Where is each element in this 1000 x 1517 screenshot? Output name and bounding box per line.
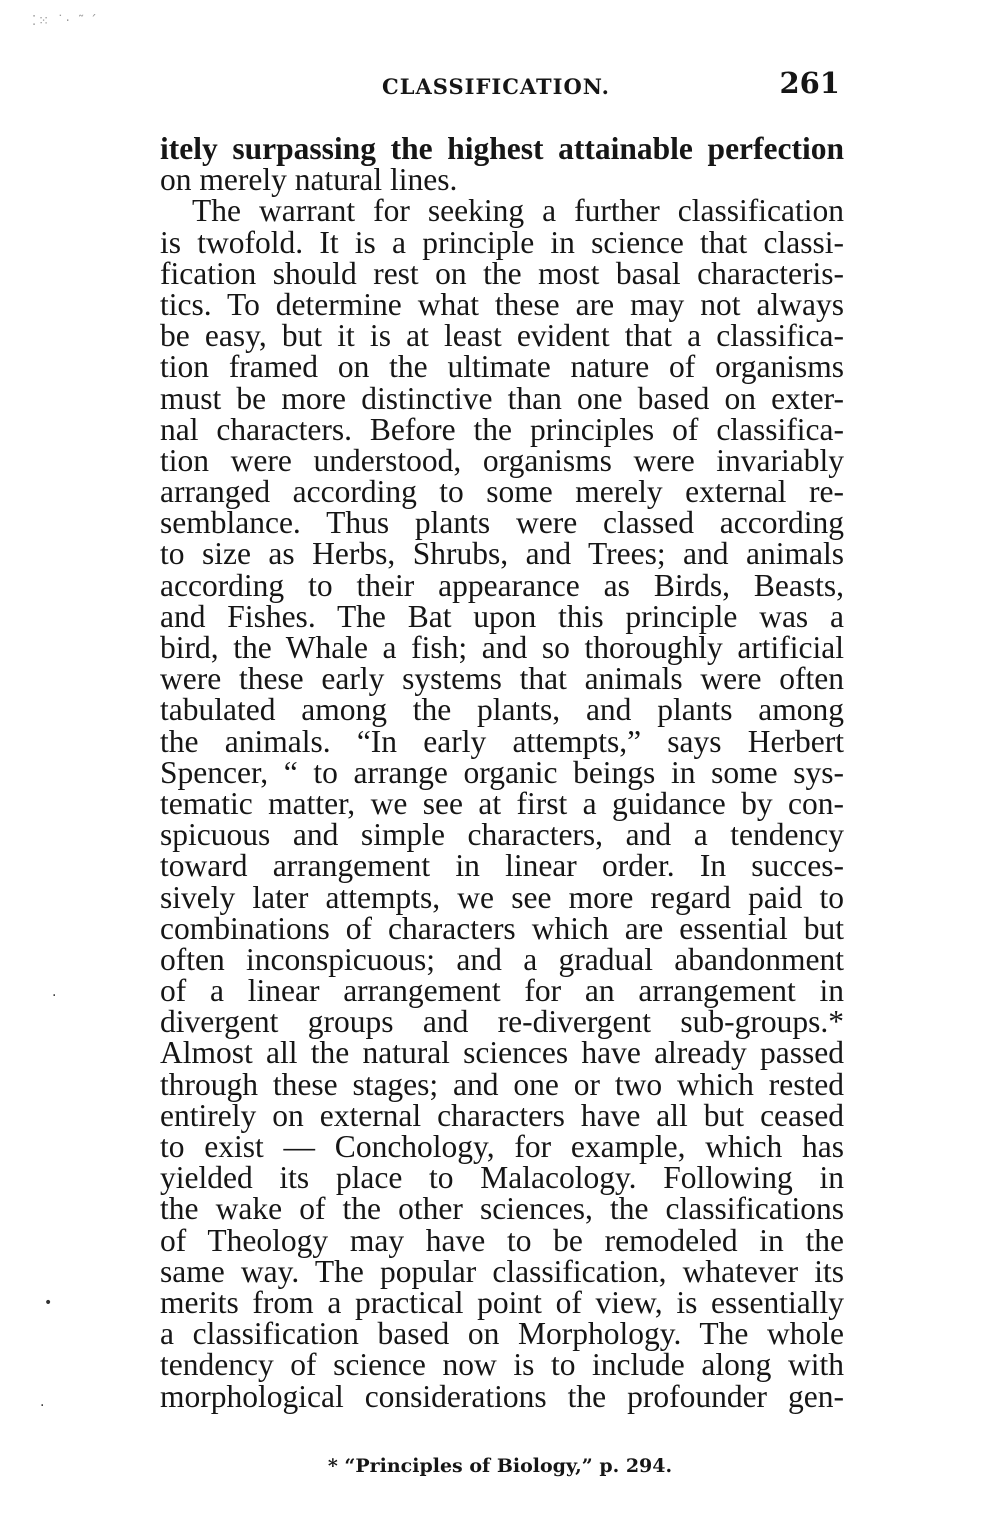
- text-line: and Fishes. The Bat upon this principle was a: [160, 598, 844, 634]
- text-line: on merely natural lines.: [160, 162, 458, 198]
- text-line: toward arrangement in linear order. In succes-: [160, 848, 844, 884]
- text-line: Spencer, “ to arrange organic beings in some sys-: [160, 754, 844, 790]
- footnote: * “Principles of Biology,” p. 294.: [327, 1455, 673, 1477]
- running-head: CLASSIFICATION.: [382, 74, 610, 99]
- text-line: the wake of the other sciences, the classifications: [160, 1191, 844, 1227]
- text-line: itely surpassing the highest attainable perfection: [160, 131, 844, 166]
- text-line: tion framed on the ultimate nature of organisms: [160, 349, 844, 385]
- text-line: to size as Herbs, Shrubs, and Trees; and animals: [160, 536, 844, 572]
- text-line: of Theology may have to be remodeled in the: [160, 1222, 844, 1258]
- text-line: is twofold. It is a principle in science that classi-: [160, 224, 844, 260]
- text-line: merits from a practical point of view, is essentially: [160, 1284, 844, 1320]
- speck-mark: •: [44, 1295, 53, 1311]
- corner-smudge: ⁚⁙ ˙· ˜ ՛: [32, 14, 98, 29]
- text-line: tics. To determine what these are may not always: [160, 286, 844, 322]
- text-line: combinations of characters which are essential but: [160, 910, 844, 946]
- text-line: entirely on external characters have all but ceased: [160, 1097, 844, 1133]
- text-line: must be more distinctive than one based on exter-: [160, 380, 844, 416]
- text-line: bird, the Whale a fish; and so thoroughly artificial: [160, 630, 844, 665]
- speck-mark: ·: [40, 1398, 45, 1414]
- text-line: a classification based on Morphology. The whole: [160, 1316, 844, 1352]
- text-line: morphological considerations the profounder gen-: [160, 1378, 844, 1414]
- text-line: fication should rest on the most basal characteris-: [160, 255, 844, 291]
- text-line: same way. The popular classification, whatever its: [160, 1253, 844, 1289]
- text-line: Almost all the natural sciences have already passed: [160, 1035, 844, 1071]
- text-line: tabulated among the plants, and plants among: [160, 692, 844, 728]
- text-line: spicuous and simple characters, and a tendency: [160, 817, 844, 853]
- text-line: be easy, but it is at least evident that a classifica-: [160, 318, 844, 354]
- text-line: were these early systems that animals were often: [160, 661, 844, 697]
- text-line: yielded its place to Malacology. Following in: [160, 1160, 844, 1196]
- text-line: tematic matter, we see at first a guidance by con-: [160, 785, 844, 821]
- text-line: tendency of science now is to include along with: [160, 1347, 844, 1383]
- text-line: nal characters. Before the principles of classifica-: [160, 411, 844, 447]
- text-line: the animals. “In early attempts,” says Herbert: [160, 723, 844, 759]
- text-line: according to their appearance as Birds, Beasts,: [160, 567, 844, 603]
- page-number: 261: [779, 66, 840, 100]
- text-line: of a linear arrangement for an arrangement in: [160, 973, 844, 1009]
- text-line: sively later attempts, we see more regard paid to: [160, 879, 844, 915]
- text-line: arranged according to some merely external re-: [160, 474, 844, 510]
- text-line: to exist — Conchology, for example, which has: [160, 1129, 844, 1164]
- text-line: through these stages; and one or two which rested: [160, 1066, 844, 1102]
- text-line: often inconspicuous; and a gradual abandonment: [160, 941, 844, 977]
- text-line: divergent groups and re-divergent sub-groups.*: [160, 1004, 844, 1040]
- body-text: [160, 133, 844, 1412]
- text-line: The warrant for seeking a further classification: [192, 193, 844, 229]
- speck-mark: ·: [52, 988, 57, 1004]
- text-line: semblance. Thus plants were classed according: [160, 505, 844, 541]
- text-line: tion were understood, organisms were invariably: [160, 442, 844, 478]
- page-header: [160, 62, 844, 108]
